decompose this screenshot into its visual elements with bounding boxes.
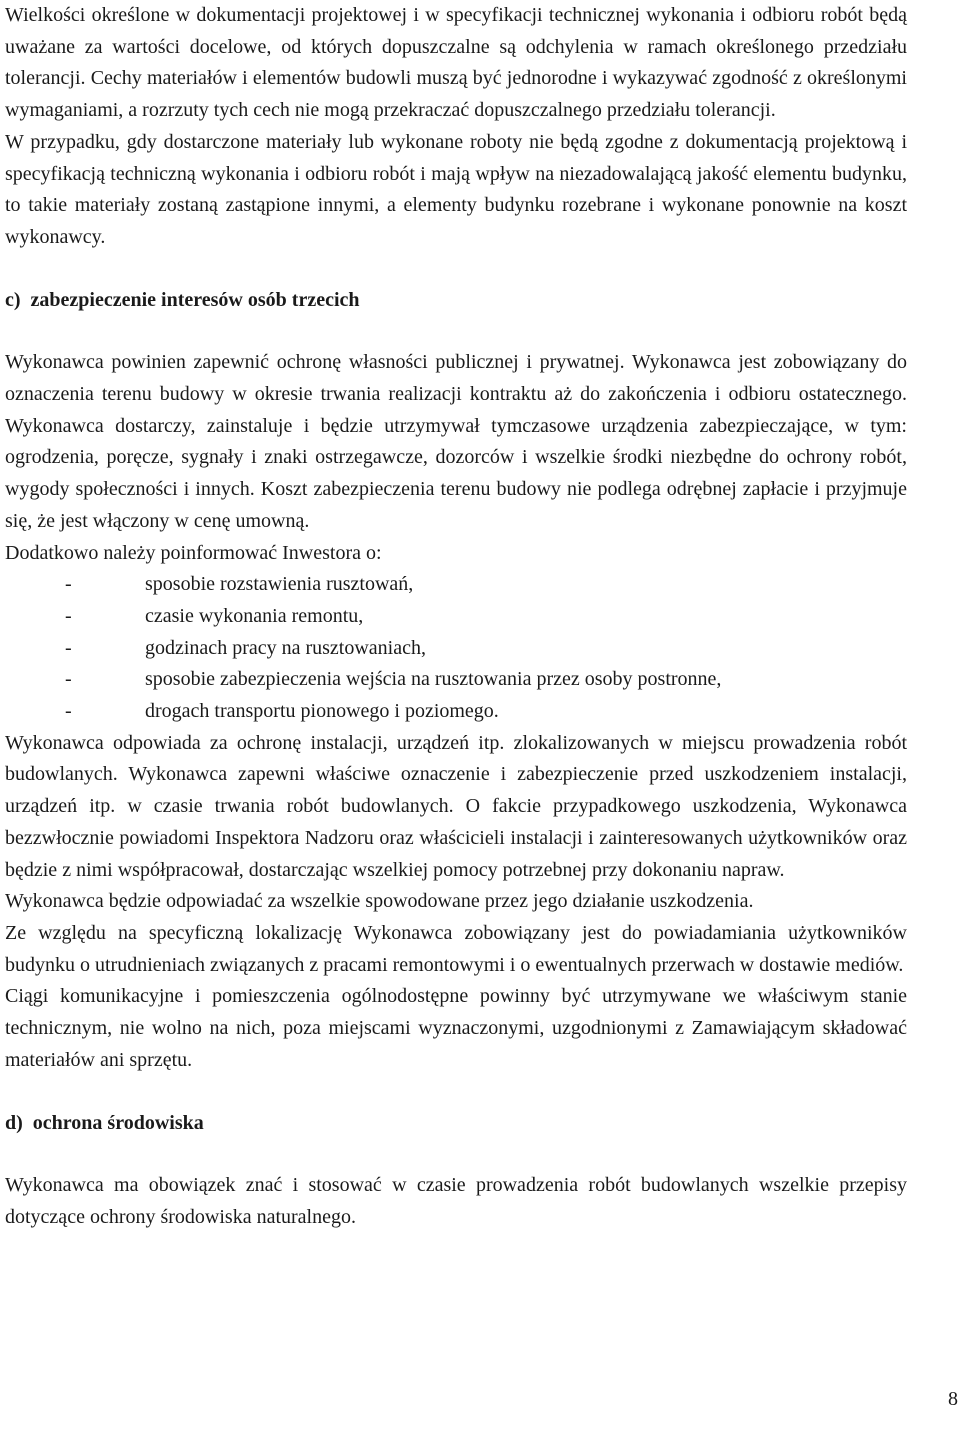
inform-investor-list — [5, 569, 907, 728]
paragraph-tolerances: Wielkości określone w dokumentacji projektowej i w specyfikacji technicznej wykonania i odbioru robót będą uważane za wartości docelowe, od których dopuszczalne są odchylenia w ramach określonego przedziału tolerancji. Cechy materiałów i elementów budowli muszą być jednorodne i wykazywać zgodność z określonymi wymaganiami, a rozrzuty tych cech nie mogą przekraczać dopuszczalnego przedziału tolerancji. — [5, 4, 907, 122]
paragraph-installations-protection: Wykonawca odpowiada za ochronę instalacji, urządzeń itp. zlokalizowanych w miejscu prowadzenia robót budowlanych. Wykonawca zapewni właściwe oznaczenie i zabezpieczenie przed uszkodzeniem instalacji, urządzeń itp. w czasie trwania robót budowlanych. O fakcie przypadkowego uszkodzenia, Wykonawca bezzwłocznie powiadomi Inspektora Nadzoru oraz właścicieli instalacji i zainteresowanych użytkowników oraz będzie z nimi współpracował, dostarczając wszelkiej pomocy potrzebnej przy dokonaniu napraw. — [5, 731, 907, 881]
list-dash: - — [65, 604, 72, 627]
list-item-text: czasie wykonania remontu, — [145, 604, 364, 627]
document-page — [5, 0, 907, 1234]
section-d-heading: d) ochrona środowiska — [5, 1111, 204, 1134]
paragraph-environment: Wykonawca ma obowiązek znać i stosować w czasie prowadzenia robót budowlanych wszelkie przepisy dotyczące ochrony środowiska naturalnego. — [5, 1174, 907, 1228]
list-item-text: godzinach pracy na rusztowaniach, — [145, 636, 426, 659]
paragraph-damage-liability: Wykonawca będzie odpowiadać za wszelkie spowodowane przez jego działanie uszkodzenia. — [5, 890, 754, 913]
paragraph-nonconforming-materials: W przypadku, gdy dostarczone materiały lub wykonane roboty nie będą zgodne z dokumentacją projektową i specyfikacją techniczną wykonania i odbioru robót i mają wpływ na niezadowalającą jakość elementu budynku, to takie materiały zostaną zastąpione innymi, a elementy budynku rozebrane i wykonane ponownie na koszt wykonawcy. — [5, 130, 907, 248]
list-item-text: sposobie rozstawienia rusztowań, — [145, 573, 414, 596]
page-number: 8 — [948, 1388, 958, 1410]
list-item — [5, 696, 907, 728]
paragraph-inform-investor: Dodatkowo należy poinformować Inwestora o: — [5, 541, 382, 564]
list-item-text: drogach transportu pionowego i poziomego. — [145, 700, 499, 723]
list-item — [5, 633, 907, 665]
list-dash: - — [65, 636, 72, 659]
list-item — [5, 664, 907, 696]
paragraph-notify-users: Ze względu na specyficzną lokalizację Wykonawca zobowiązany jest do powiadamiania użytkowników budynku o utrudnieniach związanych z pracami remontowymi i o ewentualnych przerwach w dostawie mediów. — [5, 921, 907, 976]
section-c-heading: c) zabezpieczenie interesów osób trzecich — [5, 288, 360, 311]
list-item — [5, 569, 907, 601]
paragraph-property-protection: Wykonawca powinien zapewnić ochronę własności publicznej i prywatnej. Wykonawca jest zobowiązany do oznaczenia terenu budowy w okresie trwania realizacji kontraktu aż do zakończenia i odbioru ostatecznego. Wykonawca dostarczy, zainstaluje i będzie utrzymywał tymczasowe urządzenia zabezpieczające, w tym: ogrodzenia, poręcze, sygnały i znaki ostrzegawcze, dozorców i wszelkie środki niezbędne do ochrony robót, wygody społeczności i innych. Koszt zabezpieczenia terenu budowy nie podlega odrębnej zapłacie i przyjmuje się, że jest włączony w cenę umowną. — [5, 351, 907, 532]
list-item — [5, 601, 907, 633]
list-item-text: sposobie zabezpieczenia wejścia na rusztowania przez osoby postronne, — [145, 668, 722, 691]
list-dash: - — [65, 700, 72, 723]
paragraph-communication-routes: Ciągi komunikacyjne i pomieszczenia ogólnodostępne powinny być utrzymywane we właściwym stanie technicznym, nie wolno na nich, poza miejscami wyznaczonymi, uzgodnionymi z Zamawiającym składować materiałów ani sprzętu. — [5, 985, 907, 1071]
list-dash: - — [65, 573, 72, 596]
list-dash: - — [65, 668, 72, 691]
